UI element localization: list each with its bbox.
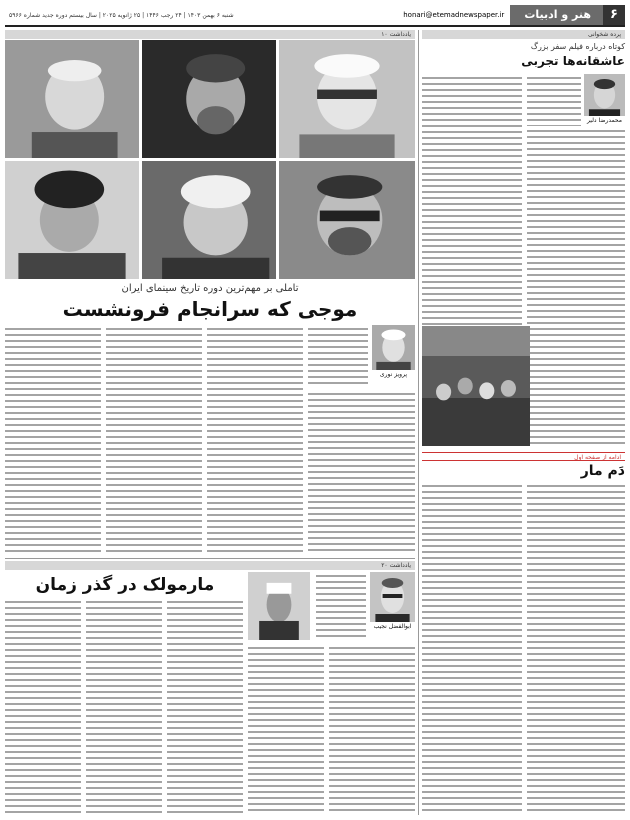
bottom-article-col-1 <box>5 598 81 815</box>
bar-note-bottom: یادداشت ۲۰ <box>5 561 415 570</box>
main-article-col-1 <box>5 325 101 555</box>
page-number: ۶ <box>603 5 625 25</box>
bar-continued-from-front: ادامه از صفحه اول <box>422 452 625 461</box>
right-article-col-a-top <box>527 74 581 126</box>
main-article-col-3 <box>207 325 303 555</box>
mid-article-col-a <box>527 482 625 815</box>
bottom-article-col-5 <box>329 644 415 815</box>
author-photo-bottom <box>370 572 415 622</box>
photo-portrait-3 <box>279 40 415 158</box>
mid-article-col-b <box>422 482 522 815</box>
right-article-col-a <box>527 127 625 445</box>
author-name-right: محمدرضا دلیر <box>584 117 625 124</box>
author-photo-right <box>584 74 625 116</box>
main-article-col-4-top <box>308 325 368 387</box>
main-article-kicker: تاملی بر مهم‌ترین دوره تاریخ سینمای ایران <box>121 283 299 294</box>
main-article-col-4 <box>308 390 415 555</box>
bottom-article-col-2 <box>86 598 162 815</box>
bottom-article-col-3 <box>167 598 243 815</box>
section-email[interactable]: honari@etemadnewspaper.ir <box>403 11 505 19</box>
main-article-title: موجی که سرانجام فرونشست <box>62 297 358 321</box>
photo-portrait-2 <box>142 40 276 158</box>
photo-portrait-4 <box>5 161 139 279</box>
photo-portrait-1 <box>5 40 139 158</box>
section-divider <box>5 558 415 559</box>
author-photo-main <box>372 325 415 370</box>
section-title: هنر و ادبیات <box>510 5 625 25</box>
mid-article-title: دَم مار <box>580 463 625 479</box>
bottom-article-col-4 <box>248 644 324 815</box>
bar-note-top: یادداشت ۱۰ <box>5 30 415 39</box>
bottom-article-title: مارمولک در گذر زمان <box>35 575 215 595</box>
right-article-title: عاشقانه‌ها تجربی <box>521 54 625 68</box>
bar-right-column: پرده شخوانی <box>422 30 625 39</box>
column-divider <box>418 30 419 815</box>
photo-portrait-5 <box>142 161 276 279</box>
author-name-main: پرویز نوری <box>372 371 415 378</box>
page-header <box>5 5 625 27</box>
author-name-bottom: ابوالفضل نجیب <box>370 623 415 630</box>
bottom-article-col-5-top <box>316 572 366 640</box>
right-article-kicker: کوتاه درباره فیلم سفر بزرگ <box>530 42 625 51</box>
film-still-photo <box>422 326 530 446</box>
main-article-col-2 <box>106 325 202 555</box>
issue-meta: شنبه ۶ بهمن ۱۴۰۳ | ۲۴ رجب ۱۴۴۶ | ۲۵ ژانویه ۲۰۲۵ | سال بیستم دوره جدید شماره ۵۹۶۶ <box>9 11 234 19</box>
photo-portrait-6 <box>279 161 415 279</box>
film-poster-photo <box>248 572 310 640</box>
